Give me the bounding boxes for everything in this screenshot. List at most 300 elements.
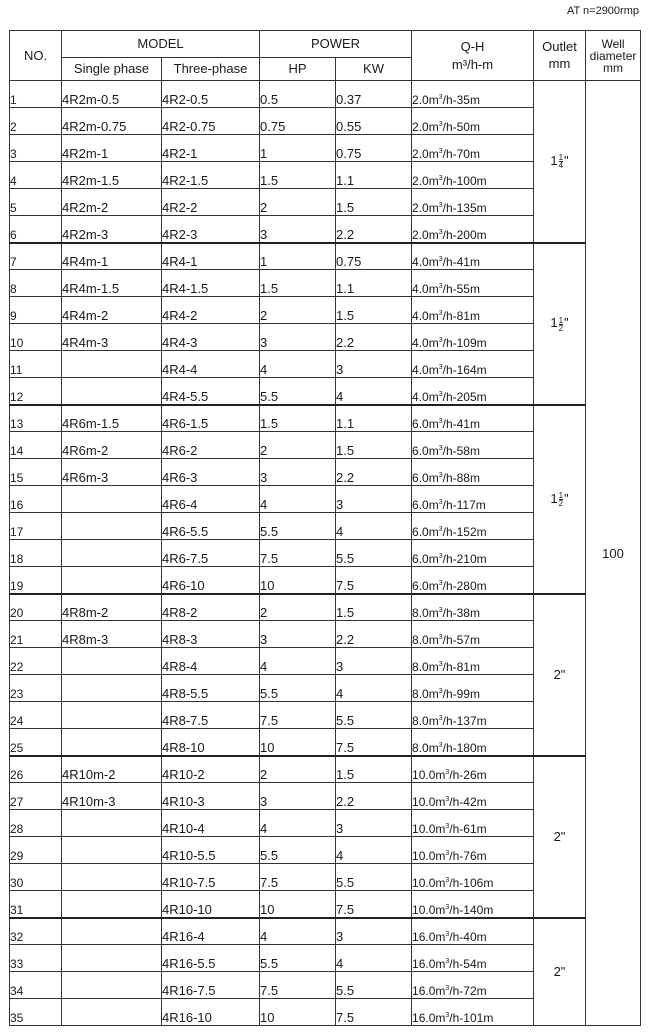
flow-value: 4.0 xyxy=(412,363,429,377)
flow-value: 8.0 xyxy=(412,687,429,701)
power-kw: 1.5 xyxy=(336,297,412,324)
row-number: 14 xyxy=(10,432,62,459)
flow-value: 4.0 xyxy=(412,336,429,350)
row-number: 26 xyxy=(10,756,62,783)
single-phase-model xyxy=(62,540,162,567)
flow-head: $6.0m^3/h-41m$ xyxy=(412,405,534,432)
power-kw: 4 xyxy=(336,513,412,540)
power-hp: 4 xyxy=(260,648,336,675)
row-number: 19 xyxy=(10,567,62,594)
power-kw: 2.2 xyxy=(336,216,412,243)
flow-head: $8.0m^3/h-38m$ xyxy=(412,594,534,621)
head-value: 101 xyxy=(463,1011,484,1025)
row-number: 4 xyxy=(10,162,62,189)
flow-head: $2.0m^3/h-200m$ xyxy=(412,216,534,243)
head-value: 50 xyxy=(456,120,470,134)
three-phase-model: 4R10-7.5 xyxy=(162,864,260,891)
flow-value: 6.0 xyxy=(412,417,429,431)
single-phase-model xyxy=(62,486,162,513)
single-phase-model xyxy=(62,810,162,837)
three-phase-model: 4R4-1.5 xyxy=(162,270,260,297)
header-qh-unit: m³/h-m xyxy=(451,56,494,72)
flow-value: 10.0 xyxy=(412,876,436,890)
power-kw: 1.1 xyxy=(336,405,412,432)
single-phase-model: 4R8m-2 xyxy=(62,594,162,621)
flow-value: 4.0 xyxy=(412,255,429,269)
flow-head: $10.0m^3/h-140m$ xyxy=(412,891,534,918)
header-outlet-label: Outlet xyxy=(542,39,577,54)
power-kw: 0.55 xyxy=(336,108,412,135)
power-kw: 0.37 xyxy=(336,81,412,108)
head-value: 109 xyxy=(456,336,477,350)
power-kw: 2.2 xyxy=(336,783,412,810)
flow-value: 16.0 xyxy=(412,930,436,944)
row-number: 32 xyxy=(10,918,62,945)
head-value: 54 xyxy=(463,957,477,971)
power-kw: 3 xyxy=(336,648,412,675)
three-phase-model: 4R6-1.5 xyxy=(162,405,260,432)
power-hp: 3 xyxy=(260,783,336,810)
single-phase-model: 4R2m-1.5 xyxy=(62,162,162,189)
power-hp: 2 xyxy=(260,756,336,783)
flow-head: $6.0m^3/h-210m$ xyxy=(412,540,534,567)
row-number: 24 xyxy=(10,702,62,729)
power-kw: 3 xyxy=(336,810,412,837)
single-phase-model xyxy=(62,864,162,891)
power-kw: 4 xyxy=(336,837,412,864)
power-kw: 2.2 xyxy=(336,621,412,648)
flow-head: $6.0m^3/h-280m$ xyxy=(412,567,534,594)
flow-head: $8.0m^3/h-81m$ xyxy=(412,648,534,675)
head-value: 117 xyxy=(456,498,476,512)
flow-head: $8.0m^3/h-180m$ xyxy=(412,729,534,756)
flow-head: $6.0m^3/h-152m$ xyxy=(412,513,534,540)
three-phase-model: 4R6-5.5 xyxy=(162,513,260,540)
three-phase-model: 4R10-5.5 xyxy=(162,837,260,864)
outlet-whole: 1 xyxy=(550,315,558,331)
outlet-whole: 1 xyxy=(550,153,558,169)
single-phase-model xyxy=(62,702,162,729)
single-phase-model xyxy=(62,648,162,675)
single-phase-model xyxy=(62,675,162,702)
table-row xyxy=(10,918,641,945)
head-value: 38 xyxy=(456,606,470,620)
single-phase-model: 4R4m-1.5 xyxy=(62,270,162,297)
flow-head: $4.0m^3/h-81m$ xyxy=(412,297,534,324)
head-value: 164 xyxy=(456,363,477,377)
power-hp: 1 xyxy=(260,243,336,270)
row-number: 15 xyxy=(10,459,62,486)
three-phase-model: 4R6-2 xyxy=(162,432,260,459)
outlet-size: 1 $\frac{1}{2}$ " xyxy=(534,405,586,594)
power-hp: 7.5 xyxy=(260,540,336,567)
row-number: 21 xyxy=(10,621,62,648)
row-number: 33 xyxy=(10,945,62,972)
three-phase-model: 4R8-4 xyxy=(162,648,260,675)
header-power: POWER xyxy=(260,31,412,58)
head-value: 106 xyxy=(463,876,484,890)
header-kw: KW xyxy=(336,58,412,81)
three-phase-model: 4R8-3 xyxy=(162,621,260,648)
flow-head: $6.0m^3/h-88m$ xyxy=(412,459,534,486)
head-value: 88 xyxy=(456,471,470,485)
header-single-phase: Single phase xyxy=(62,58,162,81)
row-number: 11 xyxy=(10,351,62,378)
power-hp: 10 xyxy=(260,567,336,594)
single-phase-model xyxy=(62,837,162,864)
flow-value: 10.0 xyxy=(412,768,436,782)
row-number: 25 xyxy=(10,729,62,756)
power-kw: 0.75 xyxy=(336,135,412,162)
power-hp: 0.5 xyxy=(260,81,336,108)
power-hp: 3 xyxy=(260,216,336,243)
row-number: 7 xyxy=(10,243,62,270)
three-phase-model: 4R2-2 xyxy=(162,189,260,216)
flow-head: $2.0m^3/h-100m$ xyxy=(412,162,534,189)
three-phase-model: 4R4-2 xyxy=(162,297,260,324)
single-phase-model xyxy=(62,918,162,945)
power-kw: 0.75 xyxy=(336,243,412,270)
flow-head: $16.0m^3/h-54m$ xyxy=(412,945,534,972)
flow-value: 6.0 xyxy=(412,578,429,593)
header-hp: HP xyxy=(260,58,336,81)
flow-head: $6.0m^3/h-58m$ xyxy=(412,432,534,459)
flow-value: 8.0 xyxy=(412,740,429,755)
power-hp: 2 xyxy=(260,594,336,621)
header-well-diameter xyxy=(586,31,641,81)
three-phase-model: 4R10-3 xyxy=(162,783,260,810)
header-no: NO. xyxy=(10,31,62,81)
power-hp: 7.5 xyxy=(260,972,336,999)
single-phase-model: 4R6m-3 xyxy=(62,459,162,486)
flow-value: 6.0 xyxy=(412,552,429,566)
three-phase-model: 4R16-7.5 xyxy=(162,972,260,999)
flow-value: 4.0 xyxy=(412,282,429,296)
head-value: 210 xyxy=(456,552,477,566)
row-number: 12 xyxy=(10,378,62,405)
power-hp: 10 xyxy=(260,891,336,918)
header-qh-label: Q-H xyxy=(460,38,485,54)
table-row xyxy=(10,243,641,270)
table-row xyxy=(10,81,641,108)
flow-value: 6.0 xyxy=(412,498,429,512)
three-phase-model: 4R10-4 xyxy=(162,810,260,837)
three-phase-model: 4R4-1 xyxy=(162,243,260,270)
flow-value: 10.0 xyxy=(412,822,436,836)
single-phase-model: 4R10m-3 xyxy=(62,783,162,810)
outlet-fraction-den: 2 xyxy=(558,499,564,509)
flow-value: 4.0 xyxy=(412,309,429,323)
single-phase-model xyxy=(62,567,162,594)
flow-head: $10.0m^3/h-106m$ xyxy=(412,864,534,891)
flow-head: $8.0m^3/h-99m$ xyxy=(412,675,534,702)
row-number: 16 xyxy=(10,486,62,513)
flow-value: 6.0 xyxy=(412,525,429,539)
flow-value: 4.0 xyxy=(412,389,429,404)
single-phase-model: 4R2m-0.5 xyxy=(62,81,162,108)
head-value: 280 xyxy=(456,578,477,593)
row-number: 2 xyxy=(10,108,62,135)
row-number: 35 xyxy=(10,999,62,1026)
power-hp: 7.5 xyxy=(260,702,336,729)
flow-head: $4.0m^3/h-205m$ xyxy=(412,378,534,405)
row-number: 30 xyxy=(10,864,62,891)
power-hp: 2 xyxy=(260,432,336,459)
head-value: 40 xyxy=(463,930,477,944)
row-number: 28 xyxy=(10,810,62,837)
flow-head: $10.0m^3/h-61m$ xyxy=(412,810,534,837)
speed-note: AT n=2900rmp xyxy=(566,5,639,17)
single-phase-model xyxy=(62,972,162,999)
outlet-size xyxy=(534,756,586,918)
head-value: 200 xyxy=(456,227,477,242)
power-kw: 5.5 xyxy=(336,864,412,891)
three-phase-model: 4R16-10 xyxy=(162,999,260,1026)
single-phase-model: 4R4m-1 xyxy=(62,243,162,270)
power-kw: 1.5 xyxy=(336,432,412,459)
row-number: 8 xyxy=(10,270,62,297)
single-phase-model: 4R4m-2 xyxy=(62,297,162,324)
head-value: 41 xyxy=(456,255,470,269)
flow-value: 8.0 xyxy=(412,633,429,647)
header-outlet-unit: mm xyxy=(548,56,571,71)
table-row xyxy=(10,756,641,783)
flow-head: $10.0m^3/h-76m$ xyxy=(412,837,534,864)
power-kw: 1.5 xyxy=(336,756,412,783)
power-hp: 1 xyxy=(260,135,336,162)
three-phase-model: 4R4-5.5 xyxy=(162,378,260,405)
row-number: 9 xyxy=(10,297,62,324)
three-phase-model: 4R6-7.5 xyxy=(162,540,260,567)
flow-head: $16.0m^3/h-40m$ xyxy=(412,918,534,945)
power-kw: 1.1 xyxy=(336,270,412,297)
row-number: 29 xyxy=(10,837,62,864)
power-hp: 2 xyxy=(260,189,336,216)
power-kw: 2.2 xyxy=(336,459,412,486)
three-phase-model: 4R2-1 xyxy=(162,135,260,162)
power-kw: 3 xyxy=(336,351,412,378)
head-value: 100 xyxy=(456,174,477,188)
outlet-fraction-den: 2 xyxy=(558,323,564,333)
flow-value: 2.0 xyxy=(412,93,429,107)
header-model: MODEL xyxy=(62,31,260,58)
flow-value: 8.0 xyxy=(412,660,429,674)
three-phase-model: 4R8-10 xyxy=(162,729,260,756)
power-kw: 1.5 xyxy=(336,189,412,216)
single-phase-model xyxy=(62,378,162,405)
single-phase-model: 4R6m-1.5 xyxy=(62,405,162,432)
power-hp: 0.75 xyxy=(260,108,336,135)
row-number: 13 xyxy=(10,405,62,432)
flow-value: 6.0 xyxy=(412,471,429,485)
flow-head: $10.0m^3/h-26m$ xyxy=(412,756,534,783)
flow-value: 16.0 xyxy=(412,984,436,998)
flow-head: $4.0m^3/h-41m$ xyxy=(412,243,534,270)
single-phase-model xyxy=(62,351,162,378)
flow-head: $2.0m^3/h-135m$ xyxy=(412,189,534,216)
flow-head: $4.0m^3/h-164m$ xyxy=(412,351,534,378)
flow-value: 8.0 xyxy=(412,714,429,728)
outlet-fraction-num: 1 xyxy=(558,315,564,325)
head-value: 42 xyxy=(463,795,477,809)
power-kw: 4 xyxy=(336,378,412,405)
single-phase-model xyxy=(62,729,162,756)
single-phase-model xyxy=(62,945,162,972)
three-phase-model: 4R2-0.75 xyxy=(162,108,260,135)
row-number: 3 xyxy=(10,135,62,162)
flow-head: $2.0m^3/h-70m$ xyxy=(412,135,534,162)
head-value: 135 xyxy=(456,201,477,215)
power-hp: 1.5 xyxy=(260,405,336,432)
outlet-whole: 2" xyxy=(553,667,566,682)
row-number: 6 xyxy=(10,216,62,243)
head-value: 205 xyxy=(456,389,477,404)
outlet-size xyxy=(534,594,586,756)
head-value: 70 xyxy=(456,147,470,161)
table-row xyxy=(10,594,641,621)
power-hp: 5.5 xyxy=(260,945,336,972)
head-value: 55 xyxy=(456,282,470,296)
power-kw: 4 xyxy=(336,945,412,972)
single-phase-model: 4R4m-3 xyxy=(62,324,162,351)
flow-head: $4.0m^3/h-109m$ xyxy=(412,324,534,351)
three-phase-model: 4R10-10 xyxy=(162,891,260,918)
flow-head: $10.0m^3/h-42m$ xyxy=(412,783,534,810)
flow-head: $8.0m^3/h-57m$ xyxy=(412,621,534,648)
power-hp: 4 xyxy=(260,351,336,378)
outlet-whole: 1 xyxy=(550,490,558,506)
row-number: 17 xyxy=(10,513,62,540)
three-phase-model: 4R10-2 xyxy=(162,756,260,783)
header-three-phase: Three-phase xyxy=(162,58,260,81)
outlet-fraction xyxy=(559,492,563,507)
head-value: 81 xyxy=(456,309,470,323)
flow-value: 6.0 xyxy=(412,444,429,458)
power-kw: 1.1 xyxy=(336,162,412,189)
table-body xyxy=(10,81,641,1026)
outlet-fraction xyxy=(559,154,563,169)
head-value: 152 xyxy=(456,525,477,539)
flow-value: 8.0 xyxy=(412,606,429,620)
head-value: 26 xyxy=(463,768,477,782)
single-phase-model xyxy=(62,891,162,918)
flow-head: $8.0m^3/h-137m$ xyxy=(412,702,534,729)
power-hp: 3 xyxy=(260,324,336,351)
flow-head: $2.0m^3/h-50m$ xyxy=(412,108,534,135)
power-kw: 7.5 xyxy=(336,891,412,918)
row-number: 10 xyxy=(10,324,62,351)
head-value: 76 xyxy=(463,849,477,863)
row-number: 22 xyxy=(10,648,62,675)
three-phase-model: 4R2-0.5 xyxy=(162,81,260,108)
head-value: 140 xyxy=(463,902,484,917)
head-value: 72 xyxy=(463,984,477,998)
row-number: 27 xyxy=(10,783,62,810)
flow-value: 2.0 xyxy=(412,120,429,134)
outlet-fraction-den: 4 xyxy=(558,161,564,171)
power-hp: 7.5 xyxy=(260,864,336,891)
power-kw: 1.5 xyxy=(336,594,412,621)
power-kw: 5.5 xyxy=(336,540,412,567)
power-hp: 5.5 xyxy=(260,837,336,864)
flow-value: 2.0 xyxy=(412,227,429,242)
row-number: 20 xyxy=(10,594,62,621)
power-hp: 4 xyxy=(260,810,336,837)
three-phase-model: 4R16-5.5 xyxy=(162,945,260,972)
row-number: 5 xyxy=(10,189,62,216)
flow-head: $6.0m^3/h-117m$ xyxy=(412,486,534,513)
power-kw: 4 xyxy=(336,675,412,702)
head-value: 180 xyxy=(456,740,477,755)
header-outlet xyxy=(534,31,586,81)
power-kw: 3 xyxy=(336,486,412,513)
outlet-size: 1 $\frac{1}{2}$ " xyxy=(534,243,586,405)
power-hp: 4 xyxy=(260,486,336,513)
three-phase-model: 4R6-3 xyxy=(162,459,260,486)
power-hp: 3 xyxy=(260,621,336,648)
three-phase-model: 4R4-3 xyxy=(162,324,260,351)
power-hp: 10 xyxy=(260,999,336,1026)
power-hp: 5.5 xyxy=(260,513,336,540)
flow-head: $16.0m^3/h-72m$ xyxy=(412,972,534,999)
power-hp: 5.5 xyxy=(260,378,336,405)
header-qh xyxy=(412,31,534,81)
header-well-line2: diameter xyxy=(589,48,637,63)
single-phase-model: 4R10m-2 xyxy=(62,756,162,783)
three-phase-model: 4R8-7.5 xyxy=(162,702,260,729)
head-value: 57 xyxy=(456,633,470,647)
three-phase-model: 4R4-4 xyxy=(162,351,260,378)
single-phase-model: 4R2m-0.75 xyxy=(62,108,162,135)
outlet-size: 1 $\frac{1}{4}$ " xyxy=(534,81,586,243)
power-hp: 2 xyxy=(260,297,336,324)
outlet-fraction-num: 1 xyxy=(558,491,564,501)
three-phase-model: 4R6-10 xyxy=(162,567,260,594)
power-kw: 7.5 xyxy=(336,567,412,594)
row-number: 23 xyxy=(10,675,62,702)
row-number: 18 xyxy=(10,540,62,567)
pump-spec-table xyxy=(9,30,641,1026)
flow-value: 10.0 xyxy=(412,849,436,863)
single-phase-model: 4R8m-3 xyxy=(62,621,162,648)
power-kw: 3 xyxy=(336,918,412,945)
flow-value: 2.0 xyxy=(412,201,429,215)
header-well-line1: Well xyxy=(601,36,625,51)
three-phase-model: 4R2-1.5 xyxy=(162,162,260,189)
head-value: 81 xyxy=(456,660,470,674)
flow-head: $2.0m^3/h-35m$ xyxy=(412,81,534,108)
power-hp: 1.5 xyxy=(260,162,336,189)
power-kw: 7.5 xyxy=(336,999,412,1026)
flow-value: 2.0 xyxy=(412,174,429,188)
row-number: 1 xyxy=(10,81,62,108)
outlet-size xyxy=(534,918,586,1026)
flow-value: 10.0 xyxy=(412,902,436,917)
power-kw: 5.5 xyxy=(336,972,412,999)
head-value: 137 xyxy=(456,714,477,728)
three-phase-model: 4R2-3 xyxy=(162,216,260,243)
head-value: 41 xyxy=(456,417,470,431)
flow-value: 16.0 xyxy=(412,1011,436,1025)
power-hp: 10 xyxy=(260,729,336,756)
three-phase-model: 4R8-2 xyxy=(162,594,260,621)
flow-value: 10.0 xyxy=(412,795,436,809)
power-kw: 2.2 xyxy=(336,324,412,351)
power-kw: 5.5 xyxy=(336,702,412,729)
outlet-fraction-num: 1 xyxy=(558,153,564,163)
power-hp: 1.5 xyxy=(260,270,336,297)
row-number: 31 xyxy=(10,891,62,918)
